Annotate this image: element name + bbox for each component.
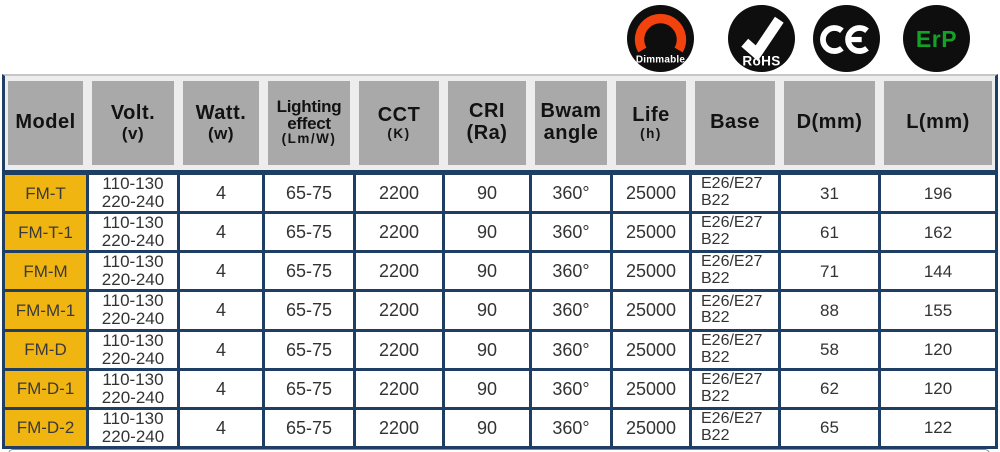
cell-lighting_effect: 65-75 [265, 253, 353, 289]
erp-badge [903, 5, 970, 72]
header-box [8, 81, 83, 165]
cell-line: B22 [701, 192, 730, 210]
dimmable-label: Dimmable [635, 54, 686, 66]
rohs-badge [728, 5, 795, 72]
cell-l: 120 [881, 371, 995, 407]
cell-line: E26/E27 [701, 214, 763, 232]
cell-base [692, 175, 778, 211]
cell-watt: 4 [180, 214, 262, 250]
header-text: Base [710, 111, 760, 134]
header-box [616, 81, 686, 165]
cell-line: 220-240 [101, 348, 165, 368]
cell-watt: 4 [180, 292, 262, 328]
cell-base [692, 214, 778, 250]
cell-cri: 90 [445, 332, 529, 368]
cell-life: 25000 [613, 371, 689, 407]
cell-life: 25000 [613, 292, 689, 328]
header-text: CCT [377, 103, 421, 126]
cell-base [692, 371, 778, 407]
cell-life: 25000 [613, 253, 689, 289]
cell-model: FM-M [5, 253, 86, 289]
cell-lighting_effect: 65-75 [265, 410, 353, 446]
cell-base [692, 332, 778, 368]
cell-line: B22 [701, 348, 730, 366]
spec-table [2, 74, 998, 449]
cell-model: FM-D-2 [5, 410, 86, 446]
cell-line: E26/E27 [701, 253, 763, 271]
header-text: Life [632, 103, 670, 126]
header-box [784, 81, 875, 165]
cell-cct: 2200 [356, 410, 442, 446]
header-box [359, 81, 439, 165]
header-model [5, 76, 86, 170]
cell-lighting_effect: 65-75 [265, 214, 353, 250]
cell-beam_angle: 360° [532, 371, 610, 407]
cell-volt [89, 371, 177, 407]
cell-line: B22 [701, 309, 730, 327]
cell-cri: 90 [445, 371, 529, 407]
cell-cri: 90 [445, 253, 529, 289]
cell-cri: 90 [445, 214, 529, 250]
cell-volt [89, 292, 177, 328]
cell-l: 120 [881, 332, 995, 368]
header-beam-angle [532, 76, 610, 170]
dimmable-badge [627, 5, 694, 72]
cell-l: 122 [881, 410, 995, 446]
header-text: Bwam [540, 100, 602, 123]
cell-base [692, 410, 778, 446]
cell-cct: 2200 [356, 371, 442, 407]
cell-l: 196 [881, 175, 995, 211]
header-text: (Ra) [466, 122, 508, 144]
cell-volt [89, 253, 177, 289]
header-text: (Lm/W) [281, 131, 337, 147]
header-life [613, 76, 689, 170]
cell-base [692, 253, 778, 289]
header-text: Watt. [195, 102, 247, 125]
cell-line: 220-240 [101, 387, 165, 407]
cell-line: 110-130 [102, 213, 164, 233]
cell-d: 65 [781, 410, 878, 446]
cell-life: 25000 [613, 214, 689, 250]
cell-base [692, 292, 778, 328]
cell-beam_angle: 360° [532, 214, 610, 250]
cell-line: 110-130 [102, 330, 164, 350]
cell-beam_angle: 360° [532, 410, 610, 446]
cell-line: E26/E27 [701, 175, 763, 193]
header-volt [89, 76, 177, 170]
header-text: (w) [207, 123, 235, 143]
cell-line: B22 [701, 387, 730, 405]
cell-line: 220-240 [101, 309, 165, 329]
header-text: (v) [121, 123, 145, 143]
header-box [535, 81, 607, 165]
cell-life: 25000 [613, 175, 689, 211]
cell-cri: 90 [445, 175, 529, 211]
cell-model: FM-T-1 [5, 214, 86, 250]
cell-line: 110-130 [102, 369, 164, 389]
cell-cct: 2200 [356, 332, 442, 368]
cell-d: 71 [781, 253, 878, 289]
cell-line: 220-240 [101, 231, 165, 251]
cell-cct: 2200 [356, 253, 442, 289]
cell-cct: 2200 [356, 214, 442, 250]
header-box [268, 81, 350, 165]
cell-line: 110-130 [102, 408, 164, 428]
header-box [695, 81, 775, 165]
cell-d: 62 [781, 371, 878, 407]
cell-line: 110-130 [102, 174, 164, 194]
cell-beam_angle: 360° [532, 175, 610, 211]
cell-model: FM-T [5, 175, 86, 211]
header-text: Model [15, 111, 76, 134]
cell-d: 61 [781, 214, 878, 250]
cell-volt [89, 214, 177, 250]
cell-lighting_effect: 65-75 [265, 292, 353, 328]
cell-lighting_effect: 65-75 [265, 332, 353, 368]
cell-watt: 4 [180, 332, 262, 368]
header-text: effect [287, 113, 331, 133]
cell-cct: 2200 [356, 292, 442, 328]
cell-model: FM-D [5, 332, 86, 368]
cell-watt: 4 [180, 410, 262, 446]
cell-cri: 90 [445, 292, 529, 328]
cell-line: E26/E27 [701, 370, 763, 388]
header-text: Volt. [110, 102, 156, 125]
cell-d: 31 [781, 175, 878, 211]
cell-cri: 90 [445, 410, 529, 446]
cell-lighting_effect: 65-75 [265, 175, 353, 211]
cell-l: 162 [881, 214, 995, 250]
cell-line: 220-240 [101, 192, 165, 212]
cell-watt: 4 [180, 371, 262, 407]
header-text: D(mm) [796, 111, 863, 134]
cell-cct: 2200 [356, 175, 442, 211]
cell-d: 58 [781, 332, 878, 368]
header-box [884, 81, 992, 165]
cell-line: 110-130 [102, 291, 164, 311]
cell-line: B22 [701, 270, 730, 288]
cell-line: 110-130 [102, 252, 164, 272]
header-box [448, 81, 526, 165]
header-base [692, 76, 778, 170]
header-d-mm [781, 76, 878, 170]
cell-l: 155 [881, 292, 995, 328]
cell-lighting_effect: 65-75 [265, 371, 353, 407]
cell-life: 25000 [613, 332, 689, 368]
cell-beam_angle: 360° [532, 253, 610, 289]
table-header-row [5, 76, 995, 170]
cell-line: B22 [701, 231, 730, 249]
cell-l: 144 [881, 253, 995, 289]
header-cct [356, 76, 442, 170]
cell-watt: 4 [180, 175, 262, 211]
cell-volt [89, 410, 177, 446]
table-body [5, 170, 995, 446]
header-box [92, 81, 174, 165]
header-text: angle [543, 122, 599, 144]
header-l-mm [881, 76, 995, 170]
cell-beam_angle: 360° [532, 332, 610, 368]
cell-model: FM-M-1 [5, 292, 86, 328]
cell-life: 25000 [613, 410, 689, 446]
cell-d: 88 [781, 292, 878, 328]
header-text: (K) [387, 125, 411, 141]
header-lighting-effect [265, 76, 353, 170]
header-text: (h) [640, 125, 662, 141]
cell-line: 220-240 [101, 426, 165, 446]
cell-volt [89, 175, 177, 211]
cell-line: 220-240 [101, 270, 165, 290]
cell-line: E26/E27 [701, 292, 763, 310]
header-text: CRI [469, 100, 505, 123]
cell-watt: 4 [180, 253, 262, 289]
cell-beam_angle: 360° [532, 292, 610, 328]
cell-model: FM-D-1 [5, 371, 86, 407]
cell-line: E26/E27 [701, 331, 763, 349]
ce-badge [813, 5, 880, 72]
rohs-label: RoHS [742, 53, 781, 69]
header-text: L(mm) [906, 111, 970, 134]
cell-line: B22 [701, 426, 730, 444]
erp-label: ErP [915, 25, 958, 52]
header-cri [445, 76, 529, 170]
cell-line: E26/E27 [701, 409, 763, 427]
header-text: Lighting [276, 97, 342, 117]
header-box [183, 81, 259, 165]
header-watt [180, 76, 262, 170]
cell-volt [89, 332, 177, 368]
